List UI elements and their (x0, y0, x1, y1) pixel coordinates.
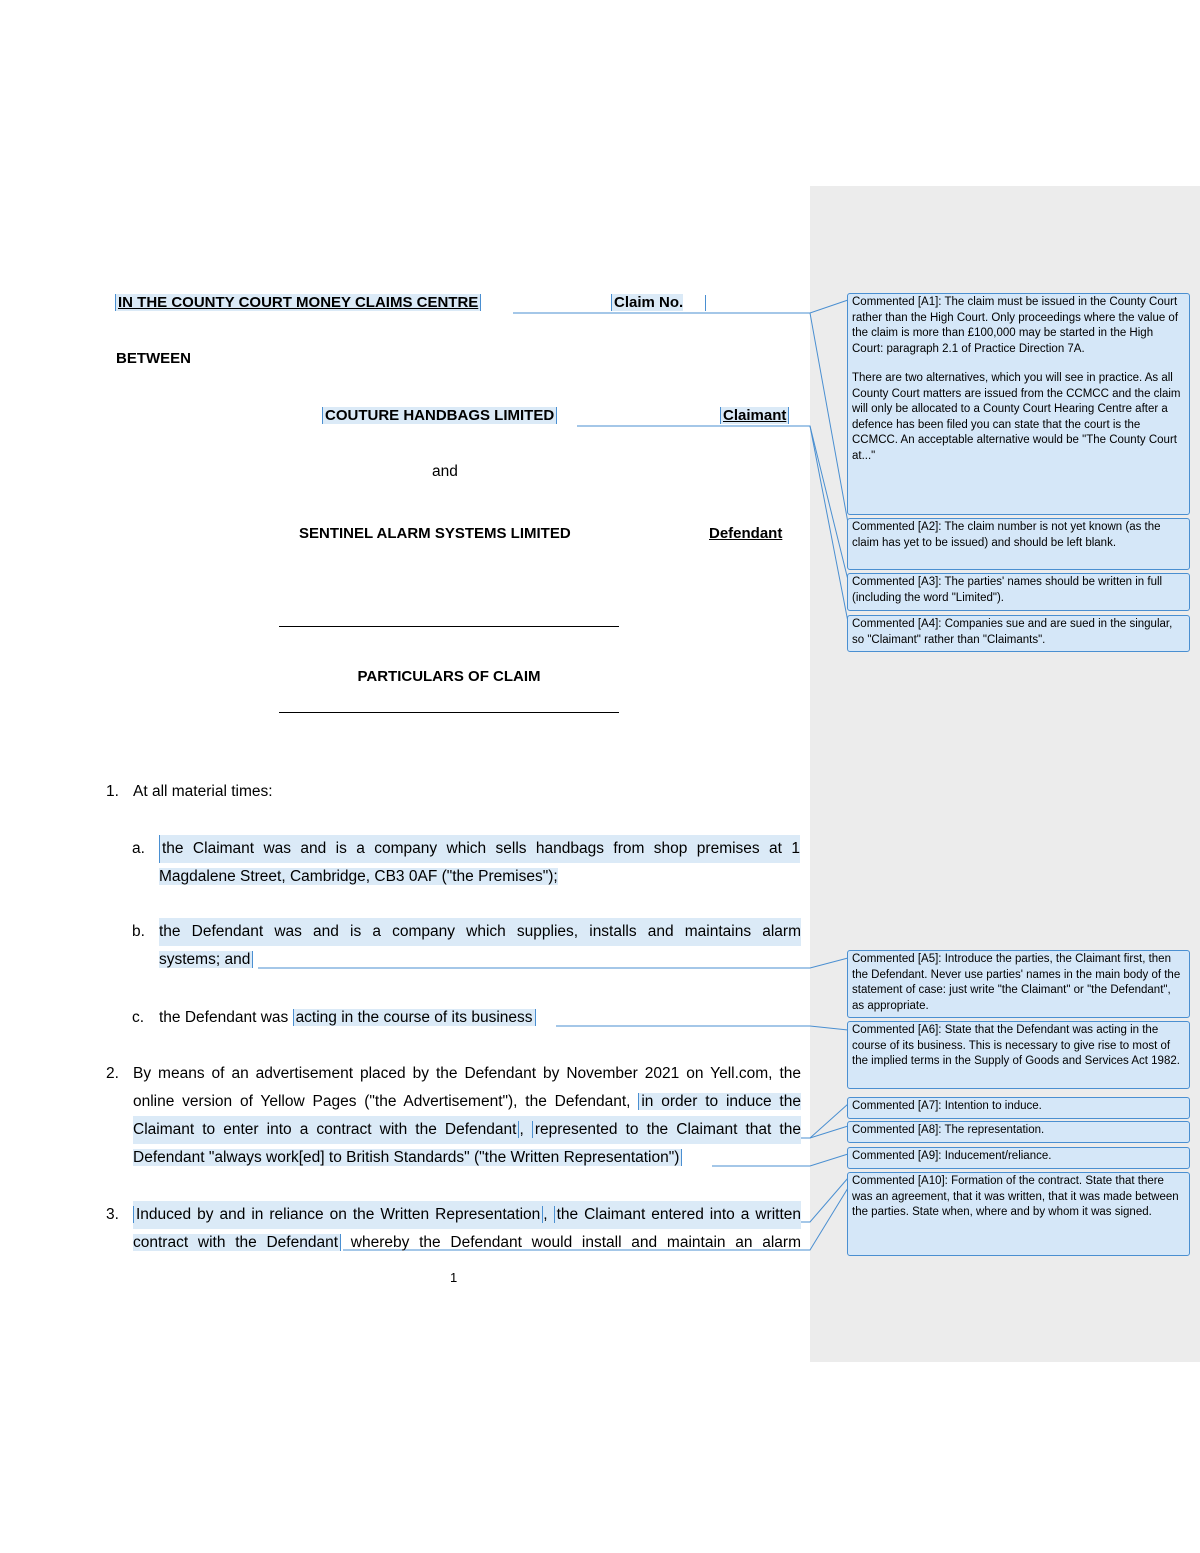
p3-line2 (133, 1229, 801, 1257)
p2-line3-highlight2: represented to the Claimant that the (532, 1121, 801, 1138)
comment-tag: Commented [A7]: (852, 1100, 942, 1112)
comment-a9[interactable] (847, 1147, 1190, 1169)
p1b-number: b. (132, 923, 145, 940)
defendant-name: SENTINEL ALARM SYSTEMS LIMITED (299, 525, 571, 542)
p3-line2-highlight: contract with the Defendant (133, 1234, 341, 1251)
p3-number: 3. (106, 1206, 119, 1223)
p2-line2-highlight: in order to induce the (638, 1093, 801, 1110)
comment-text: The representation. (944, 1124, 1045, 1136)
comment-tag: Commented [A1]: (852, 296, 942, 308)
comment-tag: Commented [A6]: (852, 1024, 942, 1036)
comment-text: Companies sue and are sued in the singular, so "Claimant" rather than "Claimants". (852, 618, 1173, 646)
p3-text (133, 1201, 801, 1257)
comment-a7[interactable] (847, 1097, 1190, 1119)
comment-a6[interactable] (847, 1021, 1190, 1089)
p3-line1-sep: , (543, 1206, 554, 1223)
page-number: 1 (450, 1270, 458, 1285)
comment-text: The claim number is not yet known (as the claim has yet to be issued) and should be left blank. (852, 521, 1161, 549)
p3-line1 (133, 1201, 801, 1229)
p2-line4-highlight: Defendant "always work[ed] to British Standards" ("the Written Representation") (133, 1149, 682, 1166)
and-label: and (432, 463, 458, 480)
comment-text: There are two alternatives, which you will see in practice. As all County Court matters are issued from the CCMCC and the claim will only be allocated to a County Court Hearing Centre after a defence has been filed you can state that the court is the CCMCC. An acceptable alternative would be "The County Court at..." (852, 372, 1181, 462)
comment-tag: Commented [A2]: (852, 521, 942, 533)
court-name: IN THE COUNTY COURT MONEY CLAIMS CENTRE (115, 294, 481, 311)
p1c-pre: the Defendant was (159, 1009, 293, 1026)
comment-a8[interactable] (847, 1121, 1190, 1143)
p2-line3-sep: , (519, 1121, 532, 1138)
p2-line2-pre: online version of Yellow Pages ("the Advertisement"), the Defendant, (133, 1093, 639, 1110)
comment-a1[interactable] (847, 293, 1190, 515)
comment-text: Formation of the contract. State that there was an agreement, that it was written, that it was made between the parties. State when, where and by whom it was signed. (852, 1175, 1179, 1218)
p1b-text (159, 918, 801, 974)
p1b-line2: systems; and (159, 951, 253, 968)
claimant-role-text: Claimant (720, 407, 789, 424)
p3-line2-rest: whereby the Defendant would install and maintain an alarm (341, 1234, 801, 1251)
comment-a3[interactable] (847, 573, 1190, 611)
claimant-name-text: COUTURE HANDBAGS LIMITED (322, 407, 557, 424)
title-rule-bottom (279, 712, 619, 713)
court-heading (115, 294, 481, 311)
title-rule-top (279, 626, 619, 627)
p1a-number: a. (132, 840, 145, 857)
p1c-highlight: acting in the course of its business (293, 1009, 536, 1026)
p2-line1: By means of an advertisement placed by the Defendant by November 2021 on Yell.com, the (133, 1065, 801, 1082)
comment-tag: Commented [A8]: (852, 1124, 942, 1136)
comment-tag: Commented [A4]: (852, 618, 942, 630)
p1-text: At all material times: (133, 783, 273, 800)
comment-text: Inducement/reliance. (944, 1150, 1052, 1162)
p2-line3-highlight1: Claimant to enter into a contract with the Defendant (133, 1121, 519, 1138)
p3-line1-highlight1: Induced by and in reliance on the Written Representation (133, 1206, 543, 1223)
p2-line2 (133, 1088, 801, 1116)
p1a-line2: Magdalene Street, Cambridge, CB3 0AF ("the Premises"); (159, 868, 558, 885)
p2-line3 (133, 1116, 801, 1144)
p3-line1-highlight2: the Claimant entered into a written (554, 1206, 801, 1223)
comment-tag: Commented [A3]: (852, 576, 942, 588)
p1b-line1: the Defendant was and is a company which supplies, installs and maintains alarm (159, 918, 801, 946)
comment-text: State that the Defendant was acting in the course of its business. This is necessary to give rise to most of the implied terms in the Supply of Goods and Services Act 1982. (852, 1024, 1180, 1067)
comment-tag: Commented [A5]: (852, 953, 942, 965)
comment-tag: Commented [A9]: (852, 1150, 942, 1162)
comment-text: The claim must be issued in the County Court rather than the High Court. Only proceedings where the value of the claim is more than £100,000 may be started in the High Court: paragraph 2.1 of Practice Direction 7A. (852, 296, 1179, 355)
comment-text: The parties' names should be written in full (including the word "Limited"). (852, 576, 1163, 604)
comment-a10[interactable] (847, 1172, 1190, 1256)
comment-text: Intention to induce. (944, 1100, 1042, 1112)
comment-a4[interactable] (847, 615, 1190, 652)
claim-number (611, 294, 706, 311)
claimant-role (720, 407, 789, 424)
claimant-name (322, 407, 557, 424)
p1-number: 1. (106, 783, 119, 800)
between-label: BETWEEN (116, 350, 191, 367)
p1c-text (159, 1004, 536, 1032)
comment-a2[interactable] (847, 518, 1190, 570)
p1a-line1: the Claimant was and is a company which sells handbags from shop premises at 1 (159, 835, 800, 863)
p2-line4 (133, 1144, 801, 1172)
comment-text: Introduce the parties, the Claimant first, then the Defendant. Never use parties' names in the main body of the statement of case: just write "the Claimant" or "the Defendant", as appropriate. (852, 953, 1181, 1012)
claim-no-blank (683, 295, 706, 311)
p2-text (133, 1060, 801, 1172)
comment-tag: Commented [A10]: (852, 1175, 948, 1187)
claim-no-label: Claim No. (611, 294, 683, 311)
p1a-text (159, 835, 801, 891)
comment-a5[interactable] (847, 950, 1190, 1018)
defendant-role: Defendant (709, 525, 783, 542)
document-title: PARTICULARS OF CLAIM (357, 668, 541, 685)
p1c-number: c. (132, 1009, 145, 1026)
p2-number: 2. (106, 1065, 119, 1082)
